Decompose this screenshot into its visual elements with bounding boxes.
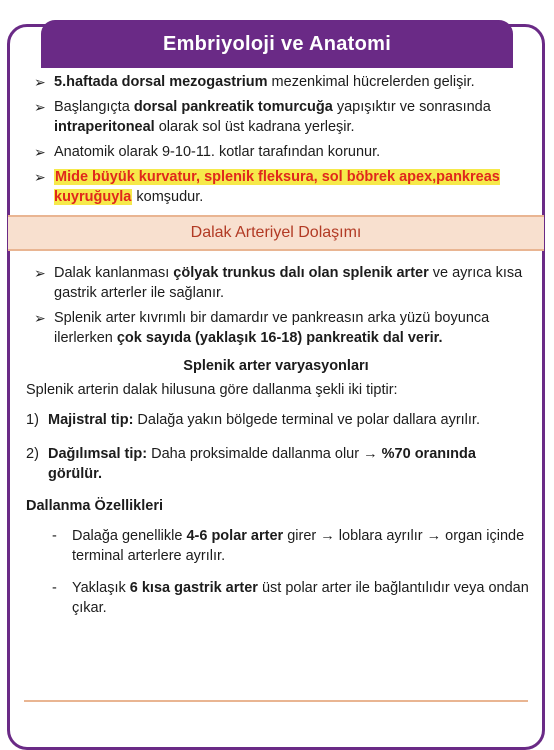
bullet-item (20, 142, 532, 162)
arrow-bullet-icon: ➢ (34, 99, 46, 115)
bottom-divider (24, 700, 528, 702)
type-list (20, 410, 532, 484)
dash-item (20, 526, 532, 566)
main-content (20, 72, 532, 630)
intro-text: Splenik arterin dalak hilusuna göre dallanma şekli iki tiptir: (26, 382, 398, 398)
dallanma-list (20, 526, 532, 618)
text: ve ayrıca kısa gastrik arterler ile sağlanır. (54, 265, 523, 301)
text: mezenkimal hücrelerden gelişir. (267, 74, 475, 90)
bullet-list-embryology (20, 72, 532, 207)
arrow-bullet-icon: ➢ (34, 144, 46, 160)
section-title: Dalak Arteriyel Dolaşımı (190, 224, 362, 241)
bold-text: çok sayıda (yaklaşık 16-18) pankreatik dal verir. (116, 330, 443, 346)
bold-text: dorsal pankreatik tomurcuğa (133, 99, 333, 115)
text: Dalağa genellikle (72, 528, 187, 544)
bullet-list-circulation (20, 263, 532, 348)
bold-text: 5.haftada dorsal mezogastrium (54, 74, 268, 90)
subheading: Splenik arter varyasyonları (183, 358, 369, 374)
bold-text: 4-6 polar arter (186, 528, 284, 544)
bold-text: %70 oranında görülür. (48, 446, 476, 482)
dash-bullet-icon: - (52, 580, 57, 596)
arrow-bullet-icon: ➢ (34, 74, 46, 90)
bold-text: çölyak trunkus dalı olan splenik arter (173, 265, 429, 281)
arrow-bullet-icon: ➢ (34, 265, 46, 281)
arrow-bullet-icon: ➢ (34, 310, 46, 326)
header-tab (41, 20, 513, 68)
text: yapışıktır ve sonrasında (332, 99, 491, 115)
text: girer → loblara ayrılır → organ içinde terminal arterlere ayrılır. (72, 528, 525, 564)
text: üst polar arter ile bağlantılıdır veya ondan çıkar. (72, 580, 529, 616)
bold-text: Majistral tip: (48, 412, 134, 428)
text: komşudur. (132, 189, 204, 205)
text: Dalak kanlanması (54, 265, 174, 281)
text: Anatomik olarak 9-10-11. kotlar tarafından korunur. (54, 144, 381, 160)
item-number: 1) (26, 412, 39, 428)
dash-bullet-icon: - (52, 528, 57, 544)
bold-text: Dağılımsal tip: (48, 446, 148, 462)
text: Yaklaşık (72, 580, 130, 596)
dash-item (20, 578, 532, 618)
top-border (0, 0, 554, 10)
numbered-item (20, 410, 532, 430)
bold-text: 6 kısa gastrik arter (129, 580, 258, 596)
page-title: Embriyoloji ve Anatomi (162, 32, 392, 55)
bullet-item (20, 263, 532, 303)
text: olarak sol üst kadrana yerleşir. (154, 119, 355, 135)
arrow-bullet-icon: ➢ (34, 169, 46, 185)
bullet-item (20, 167, 532, 207)
text: Splenik arter kıvrımlı bir damardır ve pankreasın arka yüzü boyunca ilerlerken (54, 310, 490, 346)
dallanma-title: Dallanma Özellikleri (26, 498, 164, 514)
text: Dalağa yakın bölgede terminal ve polar dallara ayrılır. (133, 412, 480, 428)
bold-text: intraperitoneal (54, 119, 155, 135)
numbered-item (20, 444, 532, 484)
section-header (8, 215, 544, 251)
text: Başlangıçta (54, 99, 134, 115)
item-number: 2) (26, 446, 39, 462)
bullet-item (20, 72, 532, 92)
highlighted-text: Mide büyük kurvatur, splenik fleksura, sol böbrek apex,pankreas kuyruğuyla (54, 169, 500, 205)
bullet-item (20, 97, 532, 137)
text: Daha proksimalde dallanma olur → (147, 446, 382, 462)
bullet-item (20, 308, 532, 348)
